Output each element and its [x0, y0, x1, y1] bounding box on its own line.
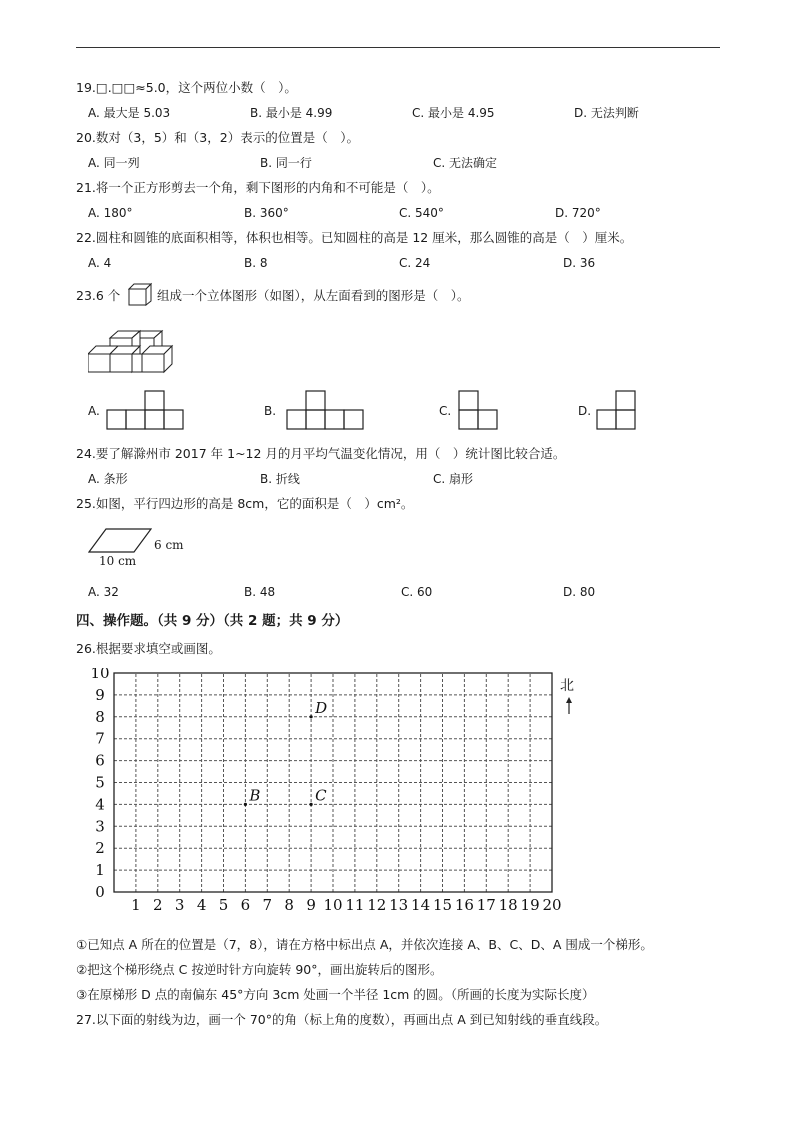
q19-stem: 19.□.□□≈5.0，这个两位小数（ ）。: [76, 80, 297, 95]
q20-option-c[interactable]: C. 无法确定: [433, 156, 498, 170]
y-tick-label: 8: [95, 707, 105, 726]
q23-option-a[interactable]: A.: [88, 404, 100, 418]
x-tick-label: 17: [476, 896, 496, 914]
y-tick-label: 1: [95, 861, 105, 880]
x-tick-label: 14: [411, 896, 431, 914]
point-b: [244, 803, 247, 806]
q27-stem: 27.以下面的射线为边，画一个 70°的角（标上角的度数），再画出点 A 到已知射线的垂直线段。: [76, 1012, 608, 1027]
x-tick-label: 8: [284, 896, 294, 914]
point-label-b: B: [249, 786, 261, 805]
x-tick-label: 3: [174, 896, 185, 914]
q21-option-d[interactable]: D. 720°: [555, 206, 601, 220]
q25-option-b[interactable]: B. 48: [244, 585, 276, 599]
north-label: 北: [560, 678, 574, 694]
q23-option-d-shape: [596, 390, 638, 430]
q25-side-label: 6 cm: [154, 538, 184, 552]
q26-grid: [82, 668, 602, 924]
q19-option-b[interactable]: B. 最小是 4.99: [250, 106, 333, 120]
x-tick-label: 9: [306, 896, 316, 914]
q23-option-b-shape: [286, 390, 366, 430]
q23-option-c-shape: [458, 390, 500, 430]
q22-option-b[interactable]: B. 8: [244, 256, 268, 270]
q24-option-a[interactable]: A. 条形: [88, 472, 128, 486]
q22-stem: 22.圆柱和圆锥的底面积相等，体积也相等。已知圆柱的高是 12 厘米，那么圆锥的高是（ ）厘米。: [76, 230, 633, 245]
q23-solid-figure: [88, 326, 178, 376]
x-tick-label: 7: [262, 896, 273, 914]
point-c: [310, 803, 313, 806]
q24-option-b[interactable]: B. 折线: [260, 472, 300, 486]
y-tick-label: 3: [95, 817, 105, 836]
x-tick-label: 13: [389, 896, 409, 914]
q22-option-d[interactable]: D. 36: [563, 256, 596, 270]
q23-option-d[interactable]: D.: [578, 404, 592, 418]
point-label-c: C: [315, 786, 327, 805]
section-4-title: 四、操作题。（共 9 分）（共 2 题；共 9 分）: [76, 613, 349, 629]
q22-option-a[interactable]: A. 4: [88, 256, 112, 270]
q26-stem: 26.根据要求填空或画图。: [76, 641, 221, 656]
q19-option-c[interactable]: C. 最小是 4.95: [412, 106, 495, 120]
y-tick-label: 6: [95, 751, 105, 770]
x-tick-label: 20: [542, 896, 562, 914]
q23-option-a-shape: [106, 390, 210, 430]
q21-option-b[interactable]: B. 360°: [244, 206, 289, 220]
q23-option-b[interactable]: B.: [264, 404, 277, 418]
q25-parallelogram: [88, 528, 152, 554]
x-tick-label: 19: [520, 896, 540, 914]
x-tick-label: 12: [367, 896, 387, 914]
y-tick-label: 5: [95, 773, 105, 792]
q24-stem: 24.要了解滁州市 2017 年 1~12 月的月平均气温变化情况，用（ ）统计图比较合适。: [76, 446, 566, 461]
q20-option-b[interactable]: B. 同一行: [260, 156, 312, 170]
q25-option-a[interactable]: A. 32: [88, 585, 119, 599]
y-tick-label: 2: [95, 839, 105, 858]
q25-stem: 25.如图，平行四边形的高是 8cm，它的面积是（ ）cm²。: [76, 496, 414, 511]
point-label-d: D: [315, 698, 328, 717]
y-tick-label: 9: [95, 685, 105, 704]
q24-option-c[interactable]: C. 扇形: [433, 472, 474, 486]
q21-option-a[interactable]: A. 180°: [88, 206, 133, 220]
x-tick-label: 15: [432, 896, 453, 914]
q23-stem-start: 23.6 个: [76, 288, 121, 303]
q19-option-d[interactable]: D. 无法判断: [574, 106, 639, 120]
q25-option-c[interactable]: C. 60: [401, 585, 433, 599]
x-tick-label: 1: [131, 896, 141, 914]
x-tick-label: 5: [218, 896, 229, 914]
q23-option-c[interactable]: C.: [439, 404, 452, 418]
x-tick-label: 6: [240, 896, 251, 914]
q22-option-c[interactable]: C. 24: [399, 256, 431, 270]
q20-option-a[interactable]: A. 同一列: [88, 156, 140, 170]
x-tick-label: 11: [345, 896, 365, 914]
x-tick-label: 4: [196, 896, 207, 914]
y-tick-label: 10: [90, 668, 110, 682]
x-tick-label: 2: [153, 896, 163, 914]
coordinate-grid: [82, 668, 602, 924]
unit-cube-icon: [128, 282, 152, 306]
x-tick-label: 10: [323, 896, 343, 914]
q21-stem: 21.将一个正方形剪去一个角，剩下图形的内角和不可能是（ ）。: [76, 180, 440, 195]
x-tick-label: 16: [454, 896, 474, 914]
north-arrow-icon: [564, 697, 574, 715]
point-d: [310, 715, 313, 718]
q21-option-c[interactable]: C. 540°: [399, 206, 444, 220]
y-tick-label: 0: [95, 883, 105, 901]
header-rule: [76, 47, 720, 48]
q25-option-d[interactable]: D. 80: [563, 585, 596, 599]
y-tick-label: 4: [95, 795, 105, 814]
q26-item-1: ①已知点 A 所在的位置是（7，8），请在方格中标出点 A，并依次连接 A、B、C、D、A 围成一个梯形。: [76, 937, 653, 952]
q25-base-label: 10 cm: [99, 554, 137, 568]
q26-item-2: ②把这个梯形绕点 C 按逆时针方向旋转 90°，画出旋转后的图形。: [76, 962, 443, 977]
q23-stem-end: 组成一个立体图形（如图），从左面看到的图形是（ ）。: [157, 288, 470, 303]
q19-option-a[interactable]: A. 最大是 5.03: [88, 106, 171, 120]
y-tick-label: 7: [95, 729, 105, 748]
q26-item-3: ③在原梯形 D 点的南偏东 45°方向 3cm 处画一个半径 1cm 的圆。（所画的长度为实际长度）: [76, 987, 595, 1002]
x-tick-label: 18: [498, 896, 518, 914]
q20-stem: 20.数对（3，5）和（3，2）表示的位置是（ ）。: [76, 130, 359, 145]
